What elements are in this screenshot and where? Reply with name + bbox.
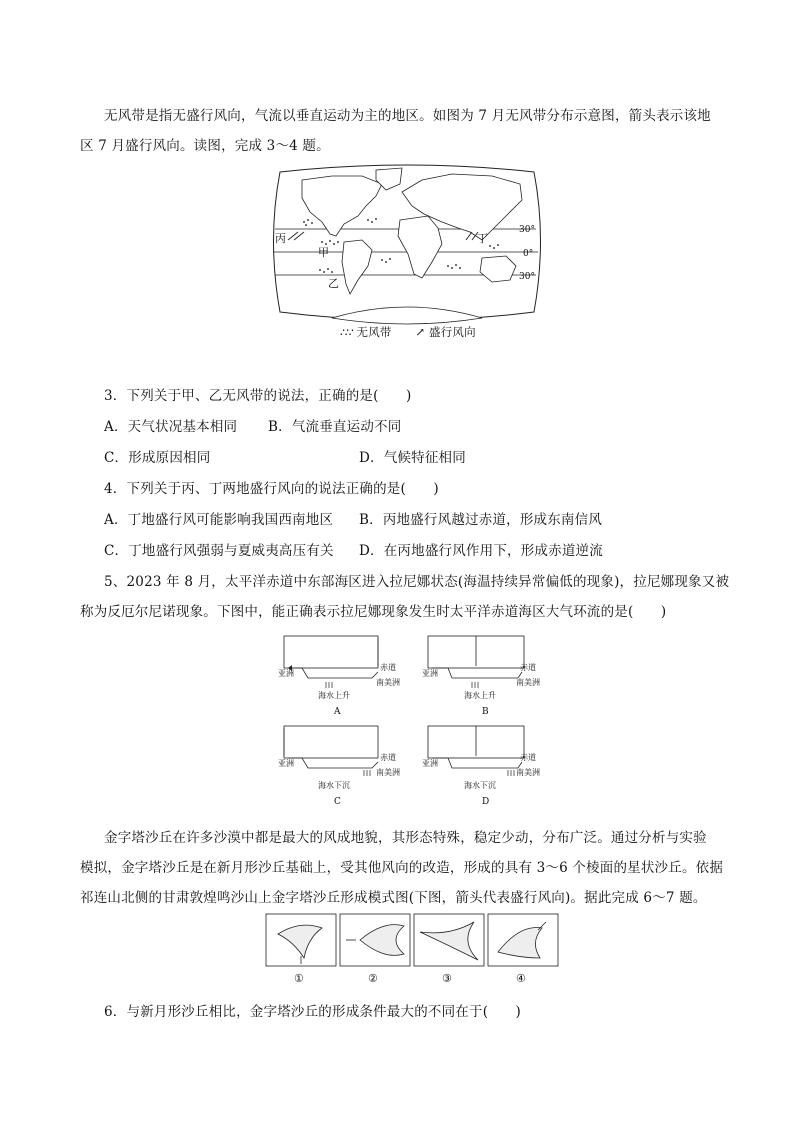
svg-text:②: ②	[368, 972, 378, 985]
svg-text:赤道: 赤道	[380, 753, 396, 762]
legend-wind-label: 盛行风向	[429, 325, 476, 339]
calm-belt-legend-icon: ∴∵	[340, 325, 353, 339]
svg-text:亚洲: 亚洲	[278, 759, 294, 768]
svg-text:C: C	[334, 797, 341, 807]
svg-text:④: ④	[516, 972, 526, 985]
q4-option-b: B．丙地盛行风越过赤道，形成东南信风	[359, 512, 603, 528]
q5-line1: 5、2023 年 8 月，太平洋赤道中东部海区进入拉尼娜状态(海温持续异常偏低的现象)，拉尼娜现象又被	[104, 574, 730, 590]
label-ding: 丁	[477, 232, 488, 245]
circulation-diagrams	[272, 630, 542, 820]
q6-stem: 6．与新月形沙丘相比，金字塔沙丘的形成条件最大的不同在于( )	[104, 1004, 522, 1020]
svg-text:南美洲: 南美洲	[516, 768, 540, 777]
dune-panel-3	[414, 914, 484, 985]
label-jia: 甲	[318, 246, 329, 259]
dune-panel-1	[266, 914, 336, 985]
svg-text:D: D	[482, 797, 490, 807]
svg-text:亚洲: 亚洲	[422, 759, 438, 768]
diagram-a	[278, 636, 400, 717]
label-yi: 乙	[328, 277, 339, 290]
q3-option-d: D．气候特征相同	[359, 450, 466, 466]
q3-option-c: C．形成原因相同	[104, 450, 211, 466]
q4-option-d: D．在丙地盛行风作用下，形成赤道逆流	[359, 543, 603, 559]
q3-option-b: B．气流垂直运动不同	[268, 419, 402, 435]
lat-label-0: 0°	[523, 249, 534, 259]
lat-label-30s: 30°	[519, 272, 535, 282]
wind-arrow-legend-icon: ↗	[415, 325, 426, 339]
svg-text:南美洲: 南美洲	[376, 678, 400, 687]
svg-text:南美洲: 南美洲	[516, 678, 540, 687]
intro2-line1: 金字塔沙丘在许多沙漠中都是最大的风成地貌，其形态特殊，稳定少动，分布广泛。通过分析与实验	[104, 830, 707, 846]
map-legend	[340, 324, 476, 340]
svg-text:南美洲: 南美洲	[376, 768, 400, 777]
intro1-line2: 区 7 月盛行风向。读图，完成 3～4 题。	[80, 138, 330, 154]
intro2-line3: 祁连山北侧的甘肃敦煌鸣沙山上金字塔沙丘形成模式图(下图，箭头代表盛行风向)。据此完成 6～7 题。	[80, 890, 707, 906]
world-calm-belt-map	[272, 162, 542, 342]
diagram-d	[422, 726, 540, 807]
dune-formation-figure	[264, 912, 560, 990]
q4-option-a: A．丁地盛行风可能影响我国西南地区	[104, 512, 334, 528]
svg-text:③: ③	[442, 972, 452, 985]
lat-label-30n: 30°	[519, 225, 535, 235]
svg-text:海水下沉: 海水下沉	[318, 781, 350, 790]
svg-text:赤道: 赤道	[520, 753, 536, 762]
diagram-c	[278, 726, 400, 807]
svg-text:赤道: 赤道	[520, 663, 536, 672]
q5-line2: 称为反厄尔尼诺现象。下图中，能正确表示拉尼娜现象发生时太平洋赤道海区大气环流的是( )	[80, 604, 667, 620]
svg-text:B: B	[482, 707, 489, 717]
svg-text:赤道: 赤道	[380, 663, 396, 672]
q3-option-a: A．天气状况基本相同	[104, 419, 238, 435]
svg-text:海水上升: 海水上升	[318, 691, 350, 700]
intro2-line2: 模拟，金字塔沙丘是在新月形沙丘基础上，受其他风向的改造，形成的具有 3～6 个棱面的星状沙丘。依据	[80, 860, 724, 876]
svg-text:海水下沉: 海水下沉	[464, 781, 496, 790]
svg-text:①: ①	[294, 972, 304, 985]
q3-stem: 3．下列关于甲、乙无风带的说法，正确的是( )	[104, 388, 412, 404]
dune-panel-4	[488, 914, 558, 985]
label-bing: 丙	[275, 232, 286, 245]
svg-text:亚洲: 亚洲	[278, 669, 294, 678]
legend-calm-label: 无风带	[356, 325, 392, 339]
svg-text:A: A	[334, 707, 341, 717]
q4-option-c: C．丁地盛行风强弱与夏威夷高压有关	[104, 543, 334, 559]
dune-panel-2	[340, 914, 410, 985]
intro1-line1: 无风带是指无盛行风向，气流以垂直运动为主的地区。如图为 7 月无风带分布示意图，箭头表示该地	[104, 108, 711, 124]
diagram-b	[422, 636, 540, 717]
q4-stem: 4．下列关于丙、丁两地盛行风向的说法正确的是( )	[104, 481, 439, 497]
svg-text:亚洲: 亚洲	[422, 669, 438, 678]
svg-text:海水上升: 海水上升	[464, 691, 496, 700]
